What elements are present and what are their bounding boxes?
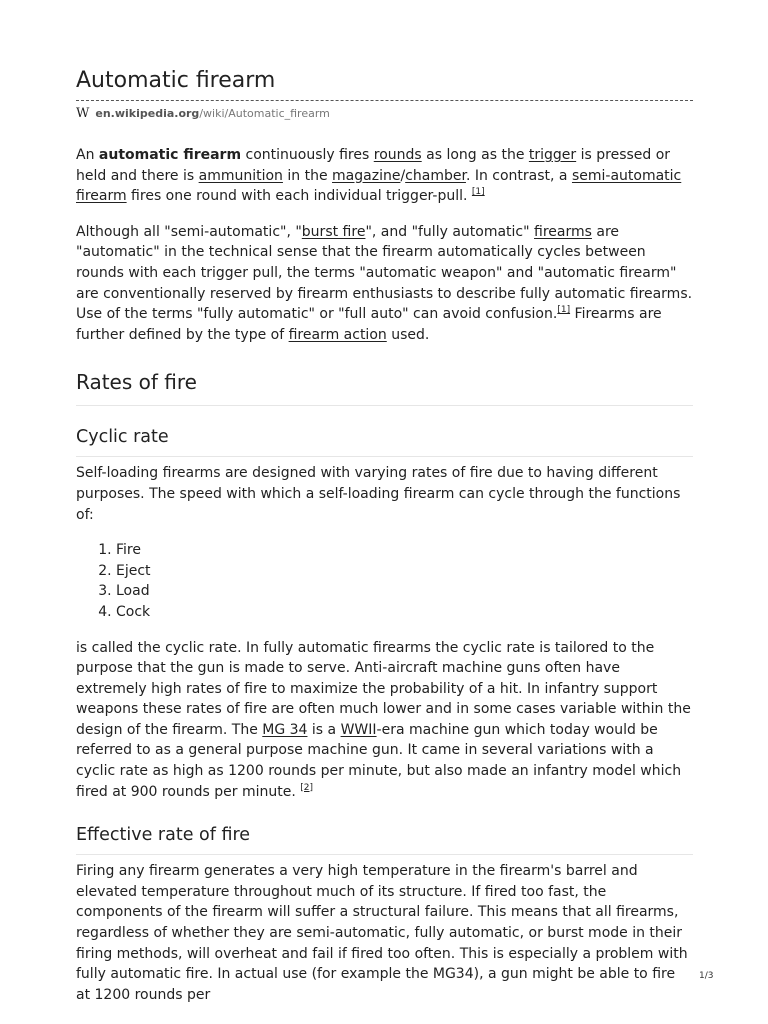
source-domain: en.wikipedia.org — [95, 107, 200, 120]
page-title: Automatic firearm — [76, 68, 276, 93]
link-ammunition[interactable]: ammunition — [198, 167, 283, 184]
citation-link[interactable]: [1] — [471, 187, 485, 198]
link-rounds[interactable]: rounds — [373, 147, 422, 163]
text: . In contrast, a — [465, 167, 572, 184]
page-number: 1/3 — [699, 971, 714, 981]
source-link[interactable] — [95, 107, 330, 121]
text: continuously fires — [241, 147, 374, 163]
text: as long as the — [421, 147, 529, 163]
citation-link[interactable]: [2] — [300, 782, 314, 793]
text: is pressed or held and there is — [76, 147, 671, 184]
cycle-functions-list — [76, 540, 693, 622]
intro-paragraph-1 — [76, 145, 693, 207]
link-trigger[interactable]: trigger — [528, 147, 577, 163]
citation-ref[interactable] — [557, 305, 570, 315]
link-mg-34[interactable]: MG 34 — [262, 721, 308, 738]
list-item: 1. Fire — [116, 540, 693, 561]
text: fires one round with each individual trigger-pull. — [126, 188, 472, 205]
bold-term: automatic firearm — [98, 147, 242, 163]
source-line — [76, 107, 693, 121]
list-item: 4. Cock — [116, 602, 693, 623]
link-chamber[interactable]: chamber — [405, 167, 466, 184]
text: Although all "semi-automatic", " — [76, 223, 302, 240]
list-item: 3. Load — [116, 581, 693, 602]
text: is called the cyclic rate. In fully automatic firearms the cyclic rate is tailored to the purpose that the gun is made to serve. Anti-aircraft machine guns often have extremely high rates of fire to maximize the probability of a hit. In infantry support weapons these rates of fire are often much lower and in some cases variable within the design of the firearm. The — [76, 639, 691, 738]
citation-ref[interactable] — [472, 187, 485, 197]
citation-link[interactable]: [1] — [557, 305, 571, 316]
link-burst-fire[interactable]: burst fire — [301, 223, 366, 240]
text: are "automatic" in the technical sense that the firearm automatically cycles between rounds with each trigger pull, the terms "automatic weapon" and "automatic firearm" are conventionally reserved by firearm enthusiasts to describe fully automatic firearms. Use of the terms "fully automatic" or "full auto" can avoid confusion. — [76, 223, 693, 323]
link-semi-automatic-firearm[interactable]: semi-automatic firearm — [76, 167, 682, 205]
link-magazine[interactable]: magazine — [332, 167, 401, 184]
text: used. — [386, 326, 430, 343]
cyclic-paragraph-1: Self-loading firearms are designed with varying rates of fire due to having different purposes. The speed with which a self-loading firearm can cycle through the functions of: — [76, 465, 681, 523]
link-firearms[interactable]: firearms — [534, 223, 592, 240]
subsection-heading-cyclic-rate: Cyclic rate — [76, 422, 693, 457]
link-wwii[interactable]: WWII — [340, 721, 377, 738]
intro-paragraph-2 — [76, 222, 693, 346]
text: An — [76, 147, 99, 163]
section-heading-rates-of-fire: Rates of fire — [76, 365, 693, 406]
text: / — [400, 167, 406, 184]
wikipedia-logo-icon: W — [76, 106, 90, 121]
citation-ref[interactable] — [300, 783, 313, 793]
list-item: 2. Eject — [116, 561, 693, 582]
cyclic-paragraph-2 — [76, 638, 693, 803]
text: -era machine gun which today would be referred to as a general purpose machine gun. It came in several variations with a cyclic rate as high as 1200 rounds per minute, but also made an infantry model which fired at 900 rounds per minute. — [76, 721, 682, 800]
text: Firearms are further defined by the type of — [76, 306, 662, 343]
text: in the — [282, 167, 333, 184]
article — [76, 62, 693, 1005]
link-firearm-action[interactable]: firearm action — [288, 326, 387, 343]
title-divider — [76, 100, 693, 101]
source-path: /wiki/Automatic_firearm — [199, 107, 330, 120]
effective-paragraph-1: Firing any firearm generates a very high temperature in the firearm's barrel and elevated temperature throughout much of its structure. If fired too fast, the components of the firearm will suffer a structural failure. This means that all firearms, regardless of whether they are semi-automatic, fully automatic, or burst mode in their firing methods, will overheat and fail if fired too often. This is especially a problem with fully automatic fire. In actual use (for example the MG34), a gun might be able to fire at 1200 rounds per — [76, 863, 688, 1003]
text: ", and "fully automatic" — [365, 223, 535, 240]
subsection-heading-effective-rate-of-fire: Effective rate of fire — [76, 820, 693, 855]
text: is a — [307, 721, 341, 738]
